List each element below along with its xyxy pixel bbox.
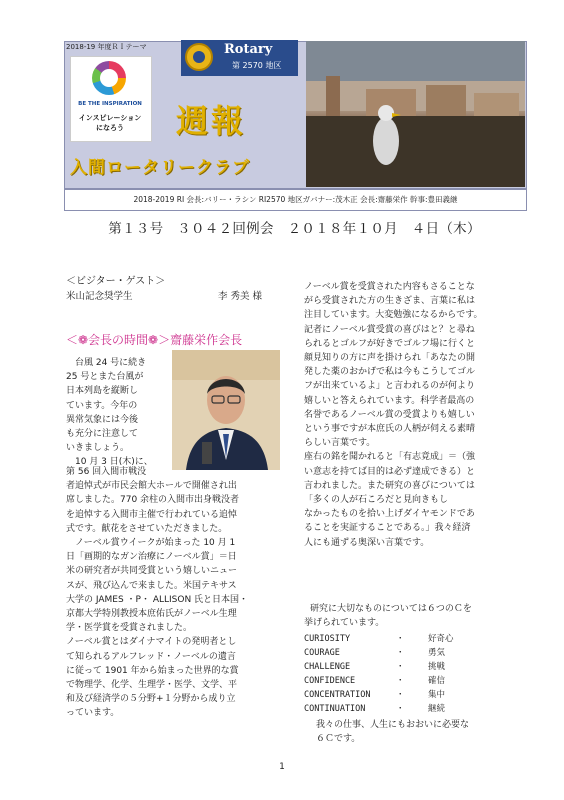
ri-theme-logo-center [100, 69, 118, 87]
six-c-row [304, 632, 534, 646]
text-line: 京都大学特別教授本庶佑氏がノーベル生理 [66, 609, 237, 620]
text-line: 学・医学賞を受賞されました。 [66, 623, 193, 634]
text-line: 者追悼式が市民会館大ホールで開催され出 [66, 481, 237, 492]
six-c-row [304, 674, 534, 688]
text-line: なかったものを拾い上げダイヤモンドであ [304, 509, 475, 520]
text-line: 我々の仕事、人生にもおおいに必要な [316, 720, 470, 730]
text-line: スが、飛び込んで来ました。米国テキサス [66, 580, 237, 591]
text-line: がら受賞された方の生きざま、言葉に私は [304, 296, 476, 307]
text-line: を追悼する入間市主催で行われている追悼 [66, 509, 238, 520]
text-line: 名誉であるノーベル賞の受賞よりも嬉しい [304, 409, 475, 420]
text-line: 10 月 3 日(木)に、 [75, 457, 153, 468]
text-line: ノーベル賞ウイークが始まった 10 月 1 [66, 538, 236, 549]
text-line: 「多くの人が石ころだと見向きもし [304, 495, 449, 506]
text-line: 研究に大切なものについては６つのＣを [310, 604, 472, 614]
text-line: 顔見知りの方に声を掛けられ「あなたの開 [304, 353, 476, 364]
page-number: 1 [279, 762, 285, 772]
text-line: フが出来ているよ」と言われるのが何より [304, 381, 476, 392]
text-line: て知られるアルフレッド・ノーベルの遺言 [66, 651, 236, 662]
text-line: ることを実証することである。」我々経済 [304, 523, 471, 534]
text-line: 25 号とまた台風が [66, 372, 144, 383]
president-portrait [172, 350, 280, 470]
six-c-intro [304, 602, 522, 630]
six-c-row [304, 702, 534, 716]
six-c-bullet: ・ [396, 676, 405, 686]
six-c-english: CHALLENGE [304, 662, 351, 672]
visitor-person: 李 秀美 様 [218, 291, 263, 302]
text-line: 言われました。また研究の喜びについては [304, 480, 475, 491]
right-column-text [304, 280, 522, 550]
text-line: いきましょう。 [66, 443, 130, 454]
six-c-bullet: ・ [396, 648, 405, 658]
six-c-row [304, 646, 534, 660]
six-c-english: CURIOSITY [304, 634, 351, 644]
text-line: 式です。献花をさせていただきました。 [66, 523, 228, 534]
inspiration-line-2: になろう [96, 124, 124, 132]
six-c-bullet: ・ [396, 634, 405, 644]
six-c-bullet: ・ [396, 704, 405, 714]
six-c-english: COURAGE [304, 648, 340, 658]
text-line: 和及び経済学の５分野+１分野から成り立 [66, 694, 236, 705]
six-c-english: CONTINUATION [304, 704, 366, 714]
closing-text [304, 718, 522, 746]
six-c-japanese: 挑戦 [428, 662, 446, 672]
text-line: 席しました。770 余柱の入間市出身戦没者 [66, 495, 240, 506]
text-line: られるとゴルフが好きでゴルフ場に行くと [304, 338, 476, 349]
text-line: 記者にノーベル賞受賞の喜びはと？と尋ね [304, 324, 475, 335]
text-line: ６Ｃです。 [316, 734, 361, 745]
inspiration-caption [72, 113, 148, 133]
text-line: 大学の JAMES ・P・ ALLISON 氏と日本国・ [66, 594, 249, 605]
officers-line: 2018-2019 RI 会長:バリー・ラシン RI2570 地区ガバナー:茂木正 会長:齋藤栄作 幹事:豊田義継 [64, 189, 527, 211]
six-c-japanese: 確信 [428, 676, 446, 686]
text-line: も充分に注意して [66, 429, 139, 440]
president-text-narrow [66, 356, 170, 470]
rotary-wordmark: Rotary [224, 42, 273, 57]
text-line: 注目しています。大変勉強になるからです。 [304, 310, 483, 321]
club-name: 入間ロータリークラブ [70, 158, 250, 178]
text-line: 米の研究者が共同受賞という嬉しいニュー [66, 566, 238, 577]
header-photo [306, 41, 525, 187]
weekly-title: 週報 [176, 102, 247, 140]
six-c-english: CONCENTRATION [304, 690, 371, 700]
six-c-japanese: 集中 [428, 690, 446, 700]
text-line: 台風 24 号に続き [75, 358, 147, 368]
text-line: 座右の銘を聞かれると「有志竟成」＝（強 [304, 452, 476, 463]
president-text-wide [66, 465, 290, 721]
six-c-row [304, 688, 534, 702]
visitor-heading: ＜ビジター・ゲスト＞ [66, 276, 166, 287]
text-line: 異常気象には今後 [66, 414, 139, 425]
text-line: で物理学、化学、生理学・医学、文学、平 [66, 680, 238, 691]
six-c-japanese: 継続 [428, 704, 446, 714]
text-line: ています。今年の [66, 400, 138, 411]
text-line: 日「画期的なガン治療にノーベル賞」＝日 [66, 552, 237, 563]
text-line: 人にも通ずる奥深い言葉です。 [304, 537, 430, 548]
district-label: 第 2570 地区 [232, 61, 282, 70]
theme-tag: 2018-19 年度ＲＩテーマ [66, 43, 147, 51]
text-line: ノーベル賞を受賞された内容もさることな [304, 282, 475, 292]
be-the-inspiration-text: BE THE INSPIRATION [78, 101, 142, 107]
rome-seagull-photo [306, 41, 525, 187]
text-line: 挙げられています。 [304, 618, 385, 629]
visitor-affiliation: 米山記念奨学生 [66, 291, 133, 302]
text-line: という事ですが本庶氏の人柄が伺える素晴 [304, 424, 476, 435]
inspiration-line-1: インスピレーション [78, 114, 142, 122]
text-line: ノーベル賞とはダイナマイトの発明者とし [66, 637, 237, 648]
text-line: に従って 1901 年から始まった世界的な賞 [66, 665, 239, 676]
text-line: らしい言葉です。 [304, 438, 376, 449]
six-c-bullet: ・ [396, 662, 405, 672]
six-c-english: CONFIDENCE [304, 676, 356, 686]
six-c-japanese: 勇気 [428, 648, 446, 658]
rotary-wheel-hub [193, 51, 205, 63]
president-photo [172, 350, 280, 470]
text-line: 日本列島を縦断し [66, 386, 139, 397]
six-c-row [304, 660, 534, 674]
issue-line: 第１３号 ３０４２回例会 ２０１８年１０月 ４日（木） [108, 221, 481, 237]
six-c-japanese: 好奇心 [428, 634, 454, 644]
text-line: っています。 [66, 708, 120, 719]
text-line: い意志を持てば目的は必ず達成できる）と [304, 466, 476, 477]
text-line: 第 56 回入間市戦没 [66, 467, 147, 477]
president-heading: ＜❁会長の時間❁＞齋藤栄作会長 [66, 333, 243, 347]
text-line: 発した薬のおかげで私は今もこうしてゴル [304, 367, 476, 378]
text-line: 嬉しいと答えられています。科学者最高の [304, 395, 475, 406]
six-c-bullet: ・ [396, 690, 405, 700]
